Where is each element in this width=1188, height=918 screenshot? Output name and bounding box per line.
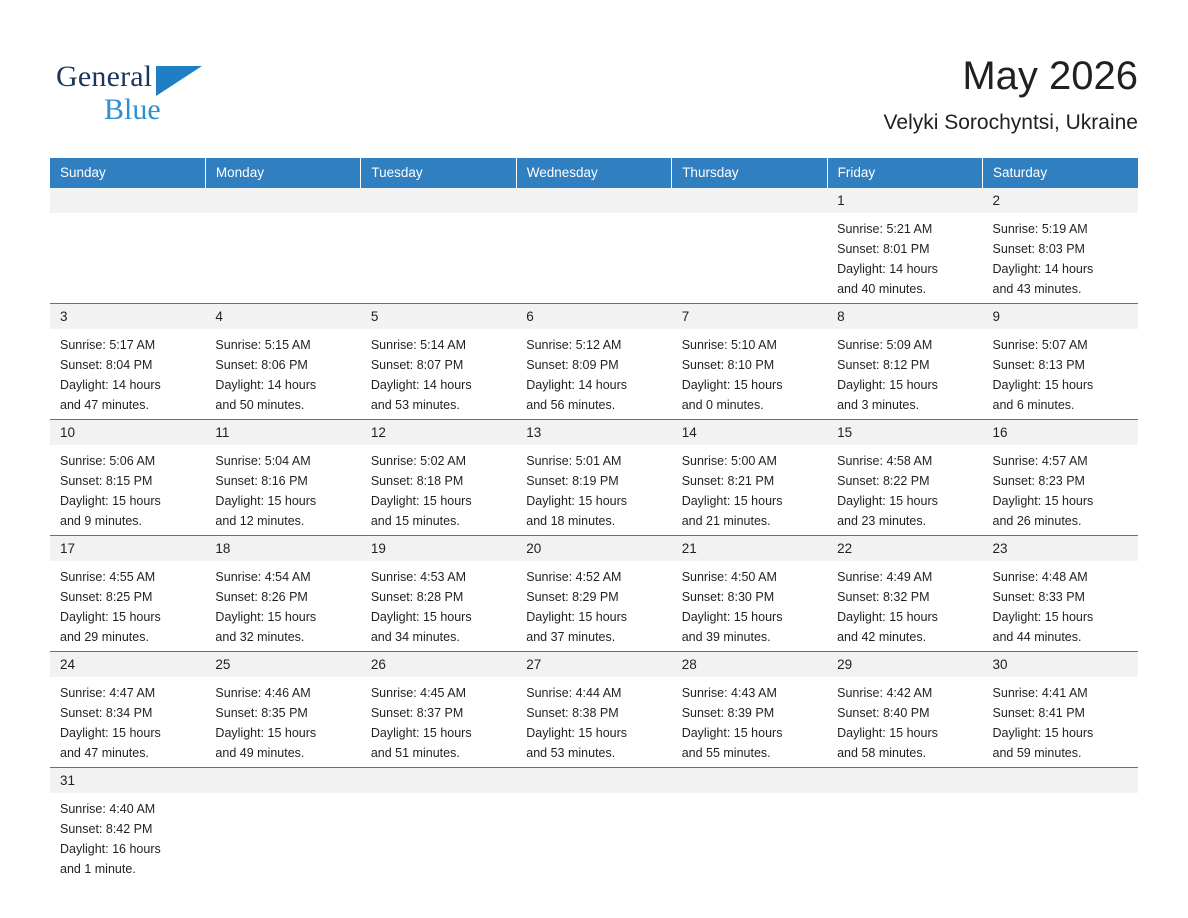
day-detail-line: Daylight: 15 hours <box>992 494 1094 508</box>
day-details <box>983 677 1138 767</box>
day-number <box>361 188 516 213</box>
day-details <box>827 213 982 303</box>
day-detail-line: and 26 minutes. <box>992 514 1082 528</box>
day-detail-line: Sunrise: 5:21 AM <box>837 222 933 236</box>
day-details <box>361 561 516 651</box>
day-detail-line: Sunrise: 5:00 AM <box>681 454 777 468</box>
day-detail-line: Sunrise: 5:01 AM <box>526 454 622 468</box>
day-detail-line: and 9 minutes. <box>60 514 142 528</box>
title-block <box>884 52 1138 136</box>
calendar-day-cell[interactable] <box>50 768 205 890</box>
day-detail-line: Daylight: 14 hours <box>370 378 472 392</box>
day-number: 15 <box>827 420 982 445</box>
calendar-empty-cell <box>361 768 516 890</box>
calendar-day-cell[interactable] <box>516 304 671 420</box>
day-detail-line: Sunset: 8:37 PM <box>370 706 464 720</box>
day-details <box>983 329 1138 419</box>
triangle-icon <box>156 66 202 96</box>
day-details <box>361 445 516 535</box>
day-detail-line: Daylight: 15 hours <box>60 726 161 740</box>
day-detail-line: Sunrise: 4:57 AM <box>992 454 1088 468</box>
calendar-body <box>50 188 1138 890</box>
day-detail-line: Sunrise: 4:52 AM <box>526 570 622 584</box>
day-details <box>672 445 827 535</box>
day-detail-line: Daylight: 14 hours <box>215 378 317 392</box>
day-number: 30 <box>983 652 1138 677</box>
day-detail-line: Sunset: 8:01 PM <box>837 242 930 256</box>
day-detail-line: and 55 minutes. <box>681 746 771 760</box>
day-details <box>827 561 982 651</box>
day-detail-line: and 47 minutes. <box>60 746 149 760</box>
day-detail-line: and 53 minutes. <box>370 398 460 412</box>
calendar-day-cell[interactable] <box>516 652 671 768</box>
day-detail-line: and 39 minutes. <box>681 630 771 644</box>
calendar-day-cell[interactable] <box>361 304 516 420</box>
calendar-day-cell[interactable] <box>361 420 516 536</box>
calendar-day-cell[interactable] <box>672 420 827 536</box>
calendar-day-cell[interactable] <box>827 188 982 304</box>
calendar-day-cell[interactable] <box>827 304 982 420</box>
day-detail-line: Sunrise: 5:07 AM <box>992 338 1088 352</box>
day-details <box>205 561 360 651</box>
day-detail-line: Daylight: 15 hours <box>837 378 938 392</box>
day-number <box>205 188 360 213</box>
day-details <box>827 445 982 535</box>
calendar-empty-cell <box>983 768 1138 890</box>
calendar-day-cell[interactable] <box>205 536 360 652</box>
day-detail-line: Sunrise: 4:44 AM <box>526 686 622 700</box>
calendar-day-cell[interactable] <box>827 420 982 536</box>
day-detail-line: Daylight: 15 hours <box>837 610 938 624</box>
day-detail-line: Daylight: 14 hours <box>837 262 938 276</box>
day-number: 16 <box>983 420 1138 445</box>
day-detail-line: Sunrise: 4:49 AM <box>837 570 933 584</box>
day-details <box>983 445 1138 535</box>
page-header <box>50 52 1138 148</box>
day-detail-line: and 56 minutes. <box>526 398 616 412</box>
page-title: May 2026 <box>962 54 1138 98</box>
day-detail-line: and 3 minutes. <box>837 398 920 412</box>
weekday-header-sunday: Sunday <box>50 158 205 188</box>
calendar-week-row <box>50 768 1138 890</box>
day-detail-line: and 1 minute. <box>60 862 136 876</box>
day-detail-line: Sunrise: 4:55 AM <box>60 570 156 584</box>
day-detail-line: Sunrise: 4:58 AM <box>837 454 933 468</box>
day-detail-line: Sunrise: 5:15 AM <box>215 338 311 352</box>
day-number: 11 <box>205 420 360 445</box>
day-detail-line: Daylight: 15 hours <box>215 726 317 740</box>
calendar-day-cell[interactable] <box>827 652 982 768</box>
day-detail-line: Daylight: 15 hours <box>370 610 472 624</box>
calendar-day-cell[interactable] <box>516 536 671 652</box>
day-number: 9 <box>983 304 1138 329</box>
day-detail-line: and 23 minutes. <box>837 514 927 528</box>
day-detail-line: Sunrise: 4:46 AM <box>215 686 311 700</box>
day-detail-line: Sunset: 8:06 PM <box>215 358 308 372</box>
calendar-empty-cell <box>516 768 671 890</box>
day-detail-line: and 59 minutes. <box>992 746 1082 760</box>
day-detail-line: Daylight: 15 hours <box>681 378 783 392</box>
day-detail-line: Daylight: 14 hours <box>992 262 1094 276</box>
day-detail-line: Sunset: 8:19 PM <box>526 474 619 488</box>
day-detail-line: Sunset: 8:13 PM <box>992 358 1085 372</box>
day-detail-line: Sunrise: 5:02 AM <box>370 454 467 468</box>
day-number <box>672 188 827 213</box>
day-detail-line: Sunset: 8:40 PM <box>837 706 930 720</box>
day-detail-line: Daylight: 15 hours <box>60 494 161 508</box>
calendar-empty-cell <box>827 768 982 890</box>
day-detail-line: Daylight: 15 hours <box>526 494 628 508</box>
day-details <box>361 329 516 419</box>
calendar-header-row <box>50 158 1138 188</box>
calendar-day-cell[interactable] <box>983 536 1138 652</box>
day-detail-line: and 58 minutes. <box>837 746 927 760</box>
calendar-empty-cell <box>361 188 516 304</box>
day-detail-line: and 49 minutes. <box>215 746 305 760</box>
day-number <box>516 768 671 793</box>
day-details <box>50 561 205 651</box>
day-detail-line: Daylight: 15 hours <box>837 726 938 740</box>
calendar-day-cell[interactable] <box>50 652 205 768</box>
day-details <box>50 677 205 767</box>
day-detail-line: Sunset: 8:09 PM <box>526 358 619 372</box>
day-detail-line: Sunset: 8:29 PM <box>526 590 619 604</box>
day-detail-line: and 12 minutes. <box>215 514 305 528</box>
day-detail-line: Daylight: 15 hours <box>681 610 783 624</box>
day-detail-line: Sunset: 8:07 PM <box>370 358 464 372</box>
day-detail-line: Sunrise: 5:17 AM <box>60 338 156 352</box>
location-subtitle: Velyki Sorochyntsi, Ukraine <box>883 111 1138 134</box>
day-number <box>827 768 982 793</box>
day-detail-line: Sunset: 8:12 PM <box>837 358 930 372</box>
day-detail-line: Sunrise: 5:12 AM <box>526 338 622 352</box>
day-detail-line: Sunset: 8:10 PM <box>681 358 775 372</box>
day-number: 8 <box>827 304 982 329</box>
day-detail-line: Sunrise: 4:42 AM <box>837 686 933 700</box>
day-detail-line: and 18 minutes. <box>526 514 616 528</box>
day-details <box>827 677 982 767</box>
calendar-day-cell[interactable] <box>205 304 360 420</box>
calendar-day-cell[interactable] <box>50 420 205 536</box>
day-detail-line: Sunset: 8:23 PM <box>992 474 1085 488</box>
day-detail-line: and 44 minutes. <box>992 630 1082 644</box>
day-detail-line: Daylight: 15 hours <box>837 494 938 508</box>
day-details <box>672 329 827 419</box>
day-number: 26 <box>361 652 516 677</box>
day-detail-line: Sunrise: 4:43 AM <box>681 686 777 700</box>
day-detail-line: Sunset: 8:21 PM <box>681 474 775 488</box>
day-detail-line: Sunrise: 4:45 AM <box>370 686 467 700</box>
calendar-day-cell[interactable] <box>672 536 827 652</box>
day-details <box>50 329 205 419</box>
weekday-header-friday: Friday <box>827 158 982 188</box>
day-detail-line: Sunset: 8:22 PM <box>837 474 930 488</box>
calendar-day-cell[interactable] <box>516 420 671 536</box>
day-detail-line: Sunset: 8:04 PM <box>60 358 153 372</box>
day-details <box>516 329 671 419</box>
day-detail-line: Sunset: 8:34 PM <box>60 706 153 720</box>
calendar-day-cell[interactable] <box>50 304 205 420</box>
day-details <box>361 677 516 767</box>
day-detail-line: Sunrise: 5:09 AM <box>837 338 933 352</box>
calendar-day-cell[interactable] <box>983 304 1138 420</box>
day-detail-line: Sunset: 8:41 PM <box>992 706 1085 720</box>
day-detail-line: Daylight: 15 hours <box>992 378 1094 392</box>
calendar-week-row <box>50 420 1138 536</box>
day-detail-line: and 43 minutes. <box>992 282 1082 296</box>
day-detail-line: Sunrise: 5:10 AM <box>681 338 777 352</box>
day-detail-line: Daylight: 15 hours <box>526 726 628 740</box>
day-detail-line: Sunrise: 4:40 AM <box>60 802 156 816</box>
calendar-day-cell[interactable] <box>50 536 205 652</box>
day-number: 7 <box>672 304 827 329</box>
day-details <box>983 213 1138 303</box>
day-number: 17 <box>50 536 205 561</box>
day-number: 29 <box>827 652 982 677</box>
calendar-table <box>50 158 1138 889</box>
day-detail-line: Daylight: 14 hours <box>526 378 628 392</box>
day-detail-line: Sunrise: 4:48 AM <box>992 570 1088 584</box>
day-detail-line: Daylight: 15 hours <box>60 610 161 624</box>
day-number: 13 <box>516 420 671 445</box>
day-detail-line: Daylight: 15 hours <box>370 494 472 508</box>
day-detail-line: and 37 minutes. <box>526 630 616 644</box>
day-detail-line: Sunset: 8:39 PM <box>681 706 775 720</box>
day-number: 5 <box>361 304 516 329</box>
day-number: 24 <box>50 652 205 677</box>
day-detail-line: Sunrise: 4:47 AM <box>60 686 156 700</box>
day-detail-line: and 21 minutes. <box>681 514 771 528</box>
day-detail-line: Daylight: 15 hours <box>215 610 317 624</box>
day-details <box>827 329 982 419</box>
day-detail-line: Sunrise: 4:50 AM <box>681 570 777 584</box>
day-details <box>516 445 671 535</box>
day-number: 10 <box>50 420 205 445</box>
calendar-empty-cell <box>205 188 360 304</box>
logo-text-general: General <box>56 60 153 93</box>
calendar-day-cell[interactable] <box>983 420 1138 536</box>
day-number <box>205 768 360 793</box>
weekday-header-tuesday: Tuesday <box>361 158 516 188</box>
day-detail-line: Daylight: 15 hours <box>992 610 1094 624</box>
day-number: 12 <box>361 420 516 445</box>
day-number: 27 <box>516 652 671 677</box>
day-number: 6 <box>516 304 671 329</box>
day-detail-line: and 34 minutes. <box>370 630 460 644</box>
weekday-header-wednesday: Wednesday <box>516 158 671 188</box>
day-number: 23 <box>983 536 1138 561</box>
day-detail-line: Daylight: 15 hours <box>681 494 783 508</box>
calendar-day-cell[interactable] <box>983 652 1138 768</box>
day-detail-line: Sunset: 8:15 PM <box>60 474 153 488</box>
day-detail-line: Daylight: 15 hours <box>215 494 317 508</box>
day-number: 28 <box>672 652 827 677</box>
calendar-empty-cell <box>205 768 360 890</box>
day-details <box>672 677 827 767</box>
day-detail-line: Sunset: 8:28 PM <box>370 590 464 604</box>
day-detail-line: and 29 minutes. <box>60 630 149 644</box>
day-detail-line: Sunrise: 5:06 AM <box>60 454 156 468</box>
day-detail-line: Sunset: 8:32 PM <box>837 590 930 604</box>
calendar-empty-cell <box>516 188 671 304</box>
day-detail-line: Sunset: 8:25 PM <box>60 590 153 604</box>
logo-text-blue: Blue <box>104 93 161 126</box>
day-detail-line: Sunset: 8:26 PM <box>215 590 308 604</box>
calendar-day-cell[interactable] <box>361 652 516 768</box>
day-details <box>205 445 360 535</box>
day-detail-line: Sunset: 8:30 PM <box>681 590 775 604</box>
weekday-header-thursday: Thursday <box>672 158 827 188</box>
day-detail-line: and 0 minutes. <box>681 398 764 412</box>
day-detail-line: Sunrise: 4:54 AM <box>215 570 311 584</box>
day-number: 20 <box>516 536 671 561</box>
day-number <box>361 768 516 793</box>
day-number: 22 <box>827 536 982 561</box>
day-detail-line: Sunset: 8:33 PM <box>992 590 1085 604</box>
day-detail-line: and 47 minutes. <box>60 398 149 412</box>
day-details <box>983 561 1138 651</box>
day-number <box>516 188 671 213</box>
day-detail-line: Sunset: 8:42 PM <box>60 822 153 836</box>
day-number <box>50 188 205 213</box>
calendar-day-cell[interactable] <box>205 652 360 768</box>
day-number <box>672 768 827 793</box>
calendar-day-cell[interactable] <box>672 304 827 420</box>
day-number: 4 <box>205 304 360 329</box>
calendar-empty-cell <box>672 768 827 890</box>
calendar-week-row <box>50 304 1138 420</box>
calendar-day-cell[interactable] <box>983 188 1138 304</box>
day-number <box>983 768 1138 793</box>
day-details <box>205 329 360 419</box>
day-detail-line: Daylight: 15 hours <box>526 610 628 624</box>
day-detail-line: and 6 minutes. <box>992 398 1075 412</box>
calendar-week-row <box>50 536 1138 652</box>
day-detail-line: Sunrise: 5:04 AM <box>215 454 311 468</box>
day-details <box>672 561 827 651</box>
calendar-day-cell[interactable] <box>361 536 516 652</box>
day-number: 1 <box>827 188 982 213</box>
day-details <box>205 677 360 767</box>
day-detail-line: and 50 minutes. <box>215 398 305 412</box>
day-detail-line: Sunset: 8:38 PM <box>526 706 619 720</box>
day-detail-line: Sunset: 8:16 PM <box>215 474 308 488</box>
calendar-day-cell[interactable] <box>205 420 360 536</box>
day-detail-line: Daylight: 15 hours <box>681 726 783 740</box>
day-detail-line: and 32 minutes. <box>215 630 305 644</box>
day-details <box>50 793 205 889</box>
day-detail-line: Sunrise: 4:41 AM <box>992 686 1088 700</box>
day-detail-line: Daylight: 15 hours <box>992 726 1094 740</box>
day-number: 31 <box>50 768 205 793</box>
day-number: 3 <box>50 304 205 329</box>
calendar-empty-cell <box>672 188 827 304</box>
weekday-header-saturday: Saturday <box>983 158 1138 188</box>
day-detail-line: Daylight: 16 hours <box>60 842 161 856</box>
day-detail-line: Sunrise: 5:14 AM <box>370 338 467 352</box>
calendar-week-row <box>50 188 1138 304</box>
day-detail-line: Sunrise: 5:19 AM <box>992 222 1088 236</box>
day-detail-line: and 40 minutes. <box>837 282 927 296</box>
day-number: 18 <box>205 536 360 561</box>
day-detail-line: and 51 minutes. <box>370 746 460 760</box>
weekday-header-monday: Monday <box>205 158 360 188</box>
day-details <box>516 677 671 767</box>
day-detail-line: Sunset: 8:35 PM <box>215 706 308 720</box>
day-detail-line: and 15 minutes. <box>370 514 460 528</box>
day-details <box>516 561 671 651</box>
day-detail-line: Sunrise: 4:53 AM <box>370 570 467 584</box>
general-blue-logo <box>56 60 316 140</box>
day-detail-line: and 53 minutes. <box>526 746 616 760</box>
day-number: 25 <box>205 652 360 677</box>
calendar-day-cell[interactable] <box>827 536 982 652</box>
day-number: 21 <box>672 536 827 561</box>
calendar-day-cell[interactable] <box>672 652 827 768</box>
calendar-week-row <box>50 652 1138 768</box>
day-detail-line: Sunset: 8:03 PM <box>992 242 1085 256</box>
day-detail-line: Sunset: 8:18 PM <box>370 474 464 488</box>
day-number: 14 <box>672 420 827 445</box>
day-number: 2 <box>983 188 1138 213</box>
day-details <box>50 445 205 535</box>
day-detail-line: Daylight: 15 hours <box>370 726 472 740</box>
day-detail-line: and 42 minutes. <box>837 630 927 644</box>
day-number: 19 <box>361 536 516 561</box>
calendar-empty-cell <box>50 188 205 304</box>
day-detail-line: Daylight: 14 hours <box>60 378 161 392</box>
